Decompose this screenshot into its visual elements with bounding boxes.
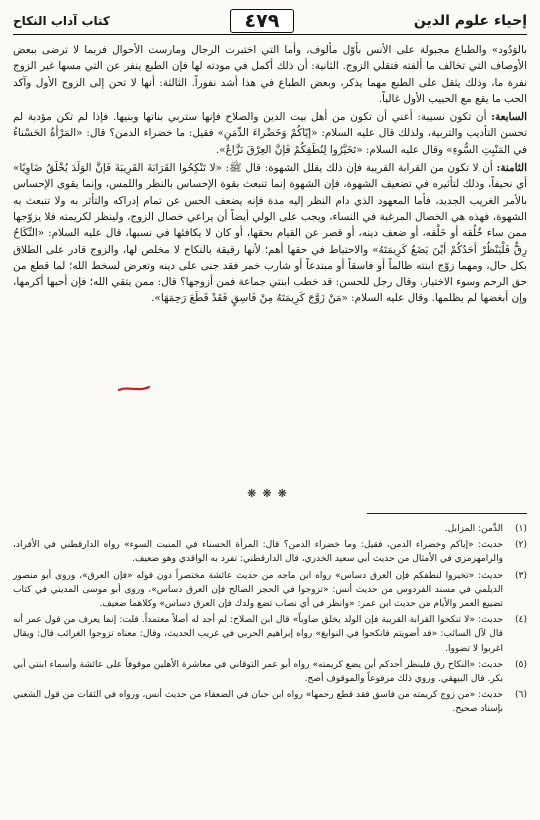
footnote-text: الدِّمن: المزابل. xyxy=(444,524,503,534)
paragraph-2-heading: السابعة: xyxy=(491,111,527,124)
footnote-number: (٦) xyxy=(514,690,527,701)
footnote xyxy=(13,538,527,566)
main-text xyxy=(13,42,527,309)
paragraph-3-text: أن لا تكون من القرابة القريبة فإن ذلك يقلل الشهوة: قال ﷺ: «لا تَنْكِحُوا القَرَابَةَ القَرِيبَةَ فَإنَّ الوَلَدَ يُخْلَقُ ضَاوِيًا» أي نحيفاً، وذلك لتأثيره في تضعيف الشهوة، فإن الشهوة إنما تنبعث بقوة الإحساس بالنظر واللمس، وإنما يقوى الإحساس بالأمر الغريب الجديد، فأما المعهود الذي دام النظر إليه مدة فإنه يضعف الحس عن تمام إدراكه والتأثر به ولا تنبعث به الشهوة، فهذه هي الخصال المرغبة في النساء، ويجب على الولي أيضاً أن يراعي خصال الزوج، ولينظر لكريمته فلا يزوّجها ممن ساء خُلُقه أو خَلْقه، أو ضعف دينه، أو قصر عن القيام بحقها، أو كان لا يكافئها في نسبها، قال عليه السلام: «النِّكَاحُ رِقٌّ فَلْيَنْظُرْ أحَدُكُمْ أيْنَ يَضَعُ كَرِيمَتَهُ» والاحتياط في حقها أهم؛ لأنها رقيقة بالنكاح لا مخلص لها، والزوج قادر على الطلاق بكل حال، ومهما زوّج ابنته ظالماً أو فاسقاً أو مبتدعاً أو شارب خمر فقد جنى على دينه وتعرض لسخط الله؛ لما قطع من حق الرحم وسوء الاختيار. وقال رجل للحسن: قد خطب ابنتي جماعة فمن أزوجها؟ قال: ممن يتقي الله؛ فإن أحبها أكرمها، وإن أبغضها لم يظلمها. وقال عليه السلام: «مَنْ زَوَّجَ كَرِيمَتَهُ مِنْ فَاسِقٍ فَقَدْ قَطَعَ رَحِمَهَا». xyxy=(13,162,527,305)
paragraph-1: بالوَدُود» والطباع مجبولة على الأنس بأوّل مألوف، وأما التي اختبرت الرجال ومارست الأحوال فربما لا ترضى ببعض الأوصاف التي تخالف ما ألفته فتقلي الزوج. الثانية: أن ذلك أكمل في مودته لها فإن الطبع ينفر عن التي مسها غير الزوج نفرة ما، وذلك يثقل على الطبع مهما يذكر، وبعض الطباع في هذا أشد نفوراً. الثالثة: أنها لا تحن إلى الزوج الأول وآكد الحب ما يقع مع الحبيب الأول غالباً. xyxy=(13,44,527,105)
red-underline-annotation xyxy=(117,383,151,393)
footnote xyxy=(13,688,527,716)
footnote-text: حديث: «لا تنكحوا القرابة القريبة فإن الولد يخلق ضاوياً» قال ابن الصلاح: لم أجد له أصلاً معتمداً. قلت: إنما يعرف من قول عمر أنه قال لآل السائب: «قد أضويتم فانكحوا في النوابغ» رواه إبراهيم الحربي في غريب الحديث، وقال: معناه تزوجوا الغرائب قال: ويقال اغربوا لا تضووا. xyxy=(13,615,503,654)
paragraph-2-text: أن تكون نسيبة: أعني أن تكون من أهل بيت الدين والصلاح فإنها ستربي بناتها وبنيها. فإذا لم تكن مؤدبة لم تحسن التأديب والتربية، ولذلك قال عليه السلام: «إيّاكُمْ وَخَضْراءَ الدِّمَنِ» فقيل: ما خضراء الدمن؟ قال: «المَرْأةُ الحَسْناءُ في المَنْبِتِ السُّوءِ» وقال عليه السلام: «تَخَيَّرُوا لِنُطَفِكُمْ فَإنَّ العِرْقَ نَزَّاعٌ». xyxy=(13,111,527,156)
footnote xyxy=(13,658,527,686)
paragraph-3 xyxy=(13,160,527,307)
footnote-text: حديث: «إياكم وخضراء الدمن، فقيل: وما خضراء الدمن؟ قال: المرأة الحسناء في المنبت السوء» رواه الدارقطني في الأفراد، والرامهرمزي في الأمثال من حديث أبي سعيد الخدري، قال الدارقطني: تفرد به الواقدي وهو ضعيف. xyxy=(13,540,503,565)
paragraph-2 xyxy=(13,109,527,158)
footnote-number: (٢) xyxy=(514,540,527,551)
footnotes xyxy=(13,522,527,719)
paragraph-3-heading: الثامنة: xyxy=(496,162,527,175)
footnote xyxy=(13,522,527,536)
page-number: ٤٧٩ xyxy=(230,9,295,33)
book-title: إحياء علوم الدين xyxy=(413,13,527,29)
section-title: كتاب آداب النكاح xyxy=(13,14,110,28)
page-header xyxy=(13,8,527,35)
footnote xyxy=(13,613,527,656)
footnote-number: (٥) xyxy=(514,659,527,670)
footnote-number: (١) xyxy=(514,524,527,534)
footnote xyxy=(13,569,527,612)
footnote-number: (٣) xyxy=(514,570,527,581)
section-divider: ❋❋❋ xyxy=(247,487,293,500)
footnote-text: حديث: «من زوج كريمته من فاسق فقد قطع رحمها» رواه ابن حبان في الضعفاء من حديث أنس، ورواه في الثقات من قول الشعبي بإسناد صحيح. xyxy=(13,690,503,715)
footnote-text: حديث: «النكاح رق فلينظر أحدكم أين يضع كريمته» رواه أبو عمر التوقاني في معاشرة الأهلين موقوفاً على عائشة وأسماء ابنتي أبي بكر. قال البيهقي. وروي ذلك مرفوعاً والموقوف أصح. xyxy=(13,659,503,685)
footnote-text: حديث: «تخيروا لنطفكم فإن العرق دساس» رواه ابن ماجه من حديث عائشة مختصراً دون قوله «فإن العرق»، وروى أبو منصور الديلمي في مسند الفردوس من حديث أنس: «تزوجوا في الحجر الصالح فإن العرق دساس»، وروى أبو موسى المديني في كتاب تضييع العمر والأيام من حديث ابن عمر: «وانظر في أي نصاب تضع ولدك فإن العرق دساس» وكلاهما ضعيف. xyxy=(13,570,503,610)
footnote-rule xyxy=(367,513,527,514)
footnote-number: (٤) xyxy=(514,615,527,626)
